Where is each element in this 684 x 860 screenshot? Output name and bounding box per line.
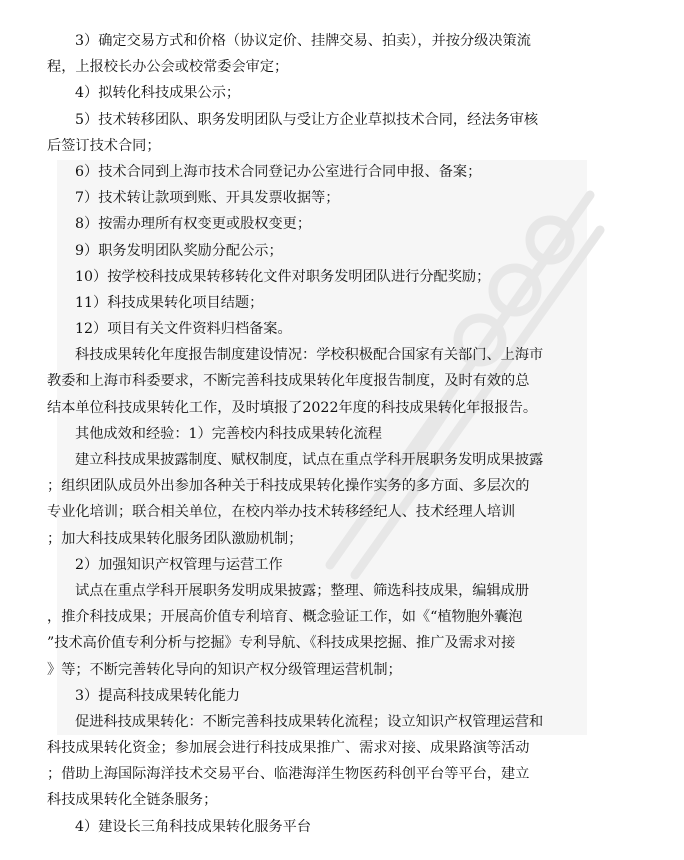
text-line: 促进科技成果转化：不断完善科技成果转化流程；设立知识产权管理运营和 (75, 713, 544, 730)
text-line: ”技术高价值专利分析与挖掘》专利导航、《科技成果挖掘、推广及需求对接 (47, 635, 516, 652)
text-line: 科技成果转化年度报告制度建设情况：学校积极配合国家有关部门、上海市 (75, 347, 544, 364)
text-line: 建立科技成果披露制度、赋权制度，试点在重点学科开展职务发明成果披露 (75, 452, 544, 468)
text-line: 专业化培训；联合相关单位，在校内举办技术转移经纪人、技术经理人培训 (47, 504, 516, 521)
text-line: 10）按学校科技成果转移转化文件对职务发明团队进行分配奖励； (75, 268, 491, 285)
text-line: ；组织团队成员外出参加各种关于科技成果转化操作实务的多方面、多层次的 (47, 478, 530, 495)
text-line: 4）建设长三角科技成果转化服务平台 (75, 818, 312, 835)
text-line: 8）按需办理所有权变更或股权变更； (75, 216, 312, 233)
text-line: 结本单位科技成果转化工作，及时填报了2022年度的科技成果转化年报报告。 (47, 399, 538, 416)
text-line: 科技成果转化资金；参加展会进行科技成果推广、需求对接、成果路演等活动 (47, 740, 530, 757)
text-line: ；借助上海国际海洋技术交易平台、临港海洋生物医药科创平台等平台，建立 (47, 766, 530, 783)
text-line: 2）加强知识产权管理与运营工作 (75, 556, 283, 573)
text-line: 7）技术转让款项到账、开具发票收据等； (75, 190, 340, 207)
text-line: 后签订技术合同； (47, 137, 161, 154)
text-line: 》等；不断完善转化导向的知识产权分级管理运营机制； (47, 661, 402, 678)
text-line: ；加大科技成果转化服务团队激励机制； (47, 530, 303, 547)
text-line: 11）科技成果转化项目结题； (75, 294, 264, 311)
text-line: 9）职务发明团队奖励分配公示； (75, 242, 283, 259)
text-line: 6）技术合同到上海市技术合同登记办公室进行合同申报、备案； (75, 163, 482, 180)
text-line: 试点在重点学科开展职务发明成果披露；整理、筛选科技成果，编辑成册 (75, 582, 530, 599)
text-line: 3）确定交易方式和价格（协议定价、挂牌交易、拍卖），并按分级决策流 (75, 33, 531, 49)
text-line: 5）技术转移团队、职务发明团队与受让方企业草拟技术合同，经法务审核 (75, 111, 539, 128)
text-line: 4）拟转化科技成果公示； (75, 85, 241, 102)
text-line: 教委和上海市科委要求，不断完善科技成果转化年度报告制度，及时有效的总 (47, 373, 530, 390)
text-line: 科技成果转化全链条服务； (47, 792, 218, 809)
text-line: 程，上报校长办公会或校常委会审定； (47, 59, 289, 76)
text-line: ，推介科技成果；开展高价值专利培育、概念验证工作，如《“植物胞外囊泡 (47, 609, 523, 626)
text-line: 12）项目有关文件资料归档备案。 (75, 321, 292, 338)
document-body (47, 28, 641, 840)
text-line: 3）提高科技成果转化能力 (75, 687, 241, 704)
text-line: 其他成效和经验：1）完善校内科技成果转化流程 (75, 425, 382, 442)
